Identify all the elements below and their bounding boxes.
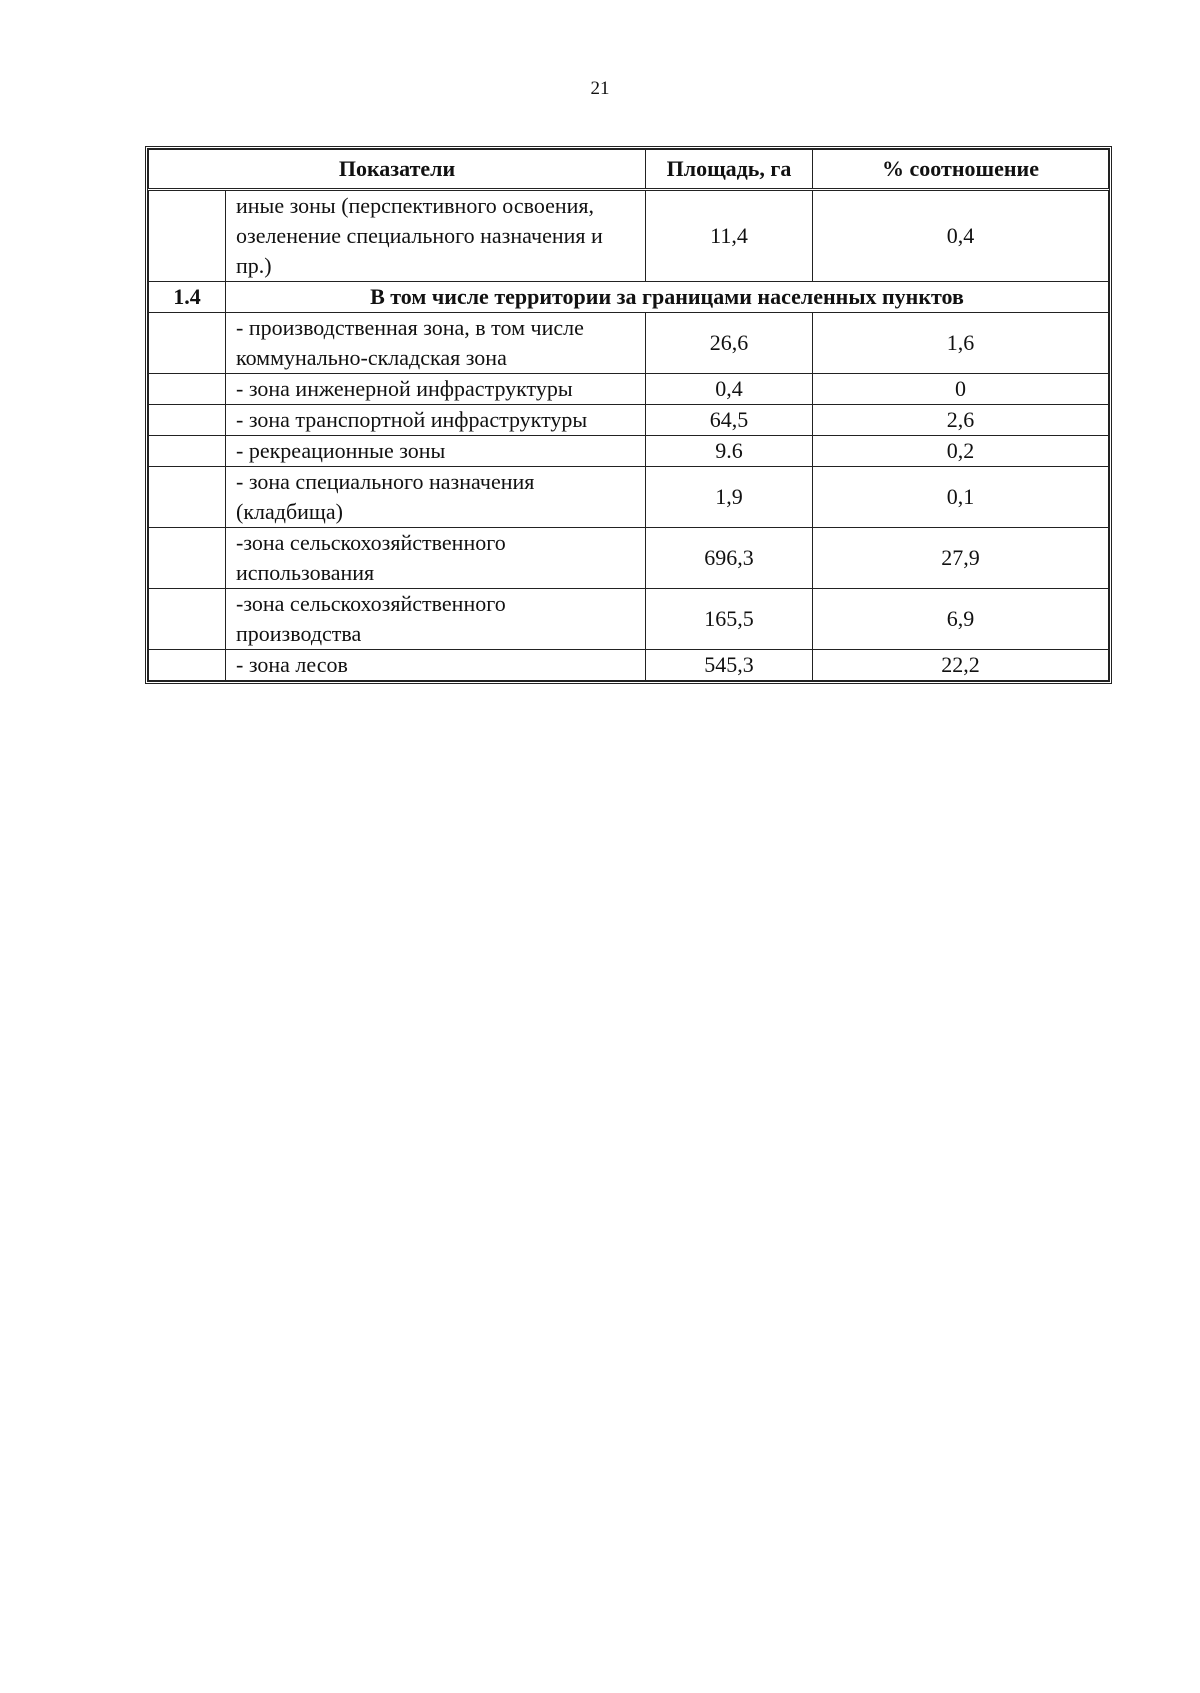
row-label: - зона лесов <box>226 650 646 681</box>
row-number <box>149 374 226 405</box>
row-area: 11,4 <box>646 190 813 282</box>
section-row <box>149 282 1109 313</box>
row-label: - зона инженерной инфраструктуры <box>226 374 646 405</box>
row-number <box>149 436 226 467</box>
section-title: В том числе территории за границами населенных пунктов <box>226 282 1109 313</box>
table-row <box>149 313 1109 374</box>
header-row <box>149 150 1109 190</box>
row-percent: 0,4 <box>813 190 1109 282</box>
row-number <box>149 650 226 681</box>
row-area: 1,9 <box>646 467 813 528</box>
row-number <box>149 313 226 374</box>
row-area: 165,5 <box>646 589 813 650</box>
row-number <box>149 467 226 528</box>
land-use-table-frame <box>145 146 1112 684</box>
row-area: 9.6 <box>646 436 813 467</box>
header-percent: % соотношение <box>813 150 1109 190</box>
row-percent: 27,9 <box>813 528 1109 589</box>
row-number <box>149 528 226 589</box>
table-row <box>149 650 1109 681</box>
section-number: 1.4 <box>149 282 226 313</box>
table-row <box>149 190 1109 282</box>
row-number <box>149 190 226 282</box>
row-area: 696,3 <box>646 528 813 589</box>
table-row <box>149 436 1109 467</box>
row-percent: 0,1 <box>813 467 1109 528</box>
row-percent: 1,6 <box>813 313 1109 374</box>
row-area: 545,3 <box>646 650 813 681</box>
table-row <box>149 405 1109 436</box>
row-label: -зона сельскохозяйственного использования <box>226 528 646 589</box>
row-label: - зона специального назначения (кладбища) <box>226 467 646 528</box>
row-area: 64,5 <box>646 405 813 436</box>
row-label: - рекреационные зоны <box>226 436 646 467</box>
row-percent: 0,2 <box>813 436 1109 467</box>
header-area: Площадь, га <box>646 150 813 190</box>
row-area: 26,6 <box>646 313 813 374</box>
row-number <box>149 405 226 436</box>
land-use-table <box>148 149 1109 681</box>
header-indicators: Показатели <box>149 150 646 190</box>
row-area: 0,4 <box>646 374 813 405</box>
row-percent: 0 <box>813 374 1109 405</box>
row-label: -зона сельскохозяйственного производства <box>226 589 646 650</box>
table-row <box>149 467 1109 528</box>
row-number <box>149 589 226 650</box>
table-body <box>149 190 1109 681</box>
table-header <box>149 150 1109 190</box>
table-row <box>149 374 1109 405</box>
page-number: 21 <box>590 78 610 99</box>
row-percent: 6,9 <box>813 589 1109 650</box>
row-label: иные зоны (перспективного освоения, озеленение специального назначения и пр.) <box>226 190 646 282</box>
row-label: - производственная зона, в том числе коммунально-складская зона <box>226 313 646 374</box>
row-percent: 22,2 <box>813 650 1109 681</box>
table-row <box>149 528 1109 589</box>
row-percent: 2,6 <box>813 405 1109 436</box>
table-row <box>149 589 1109 650</box>
row-label: - зона транспортной инфраструктуры <box>226 405 646 436</box>
